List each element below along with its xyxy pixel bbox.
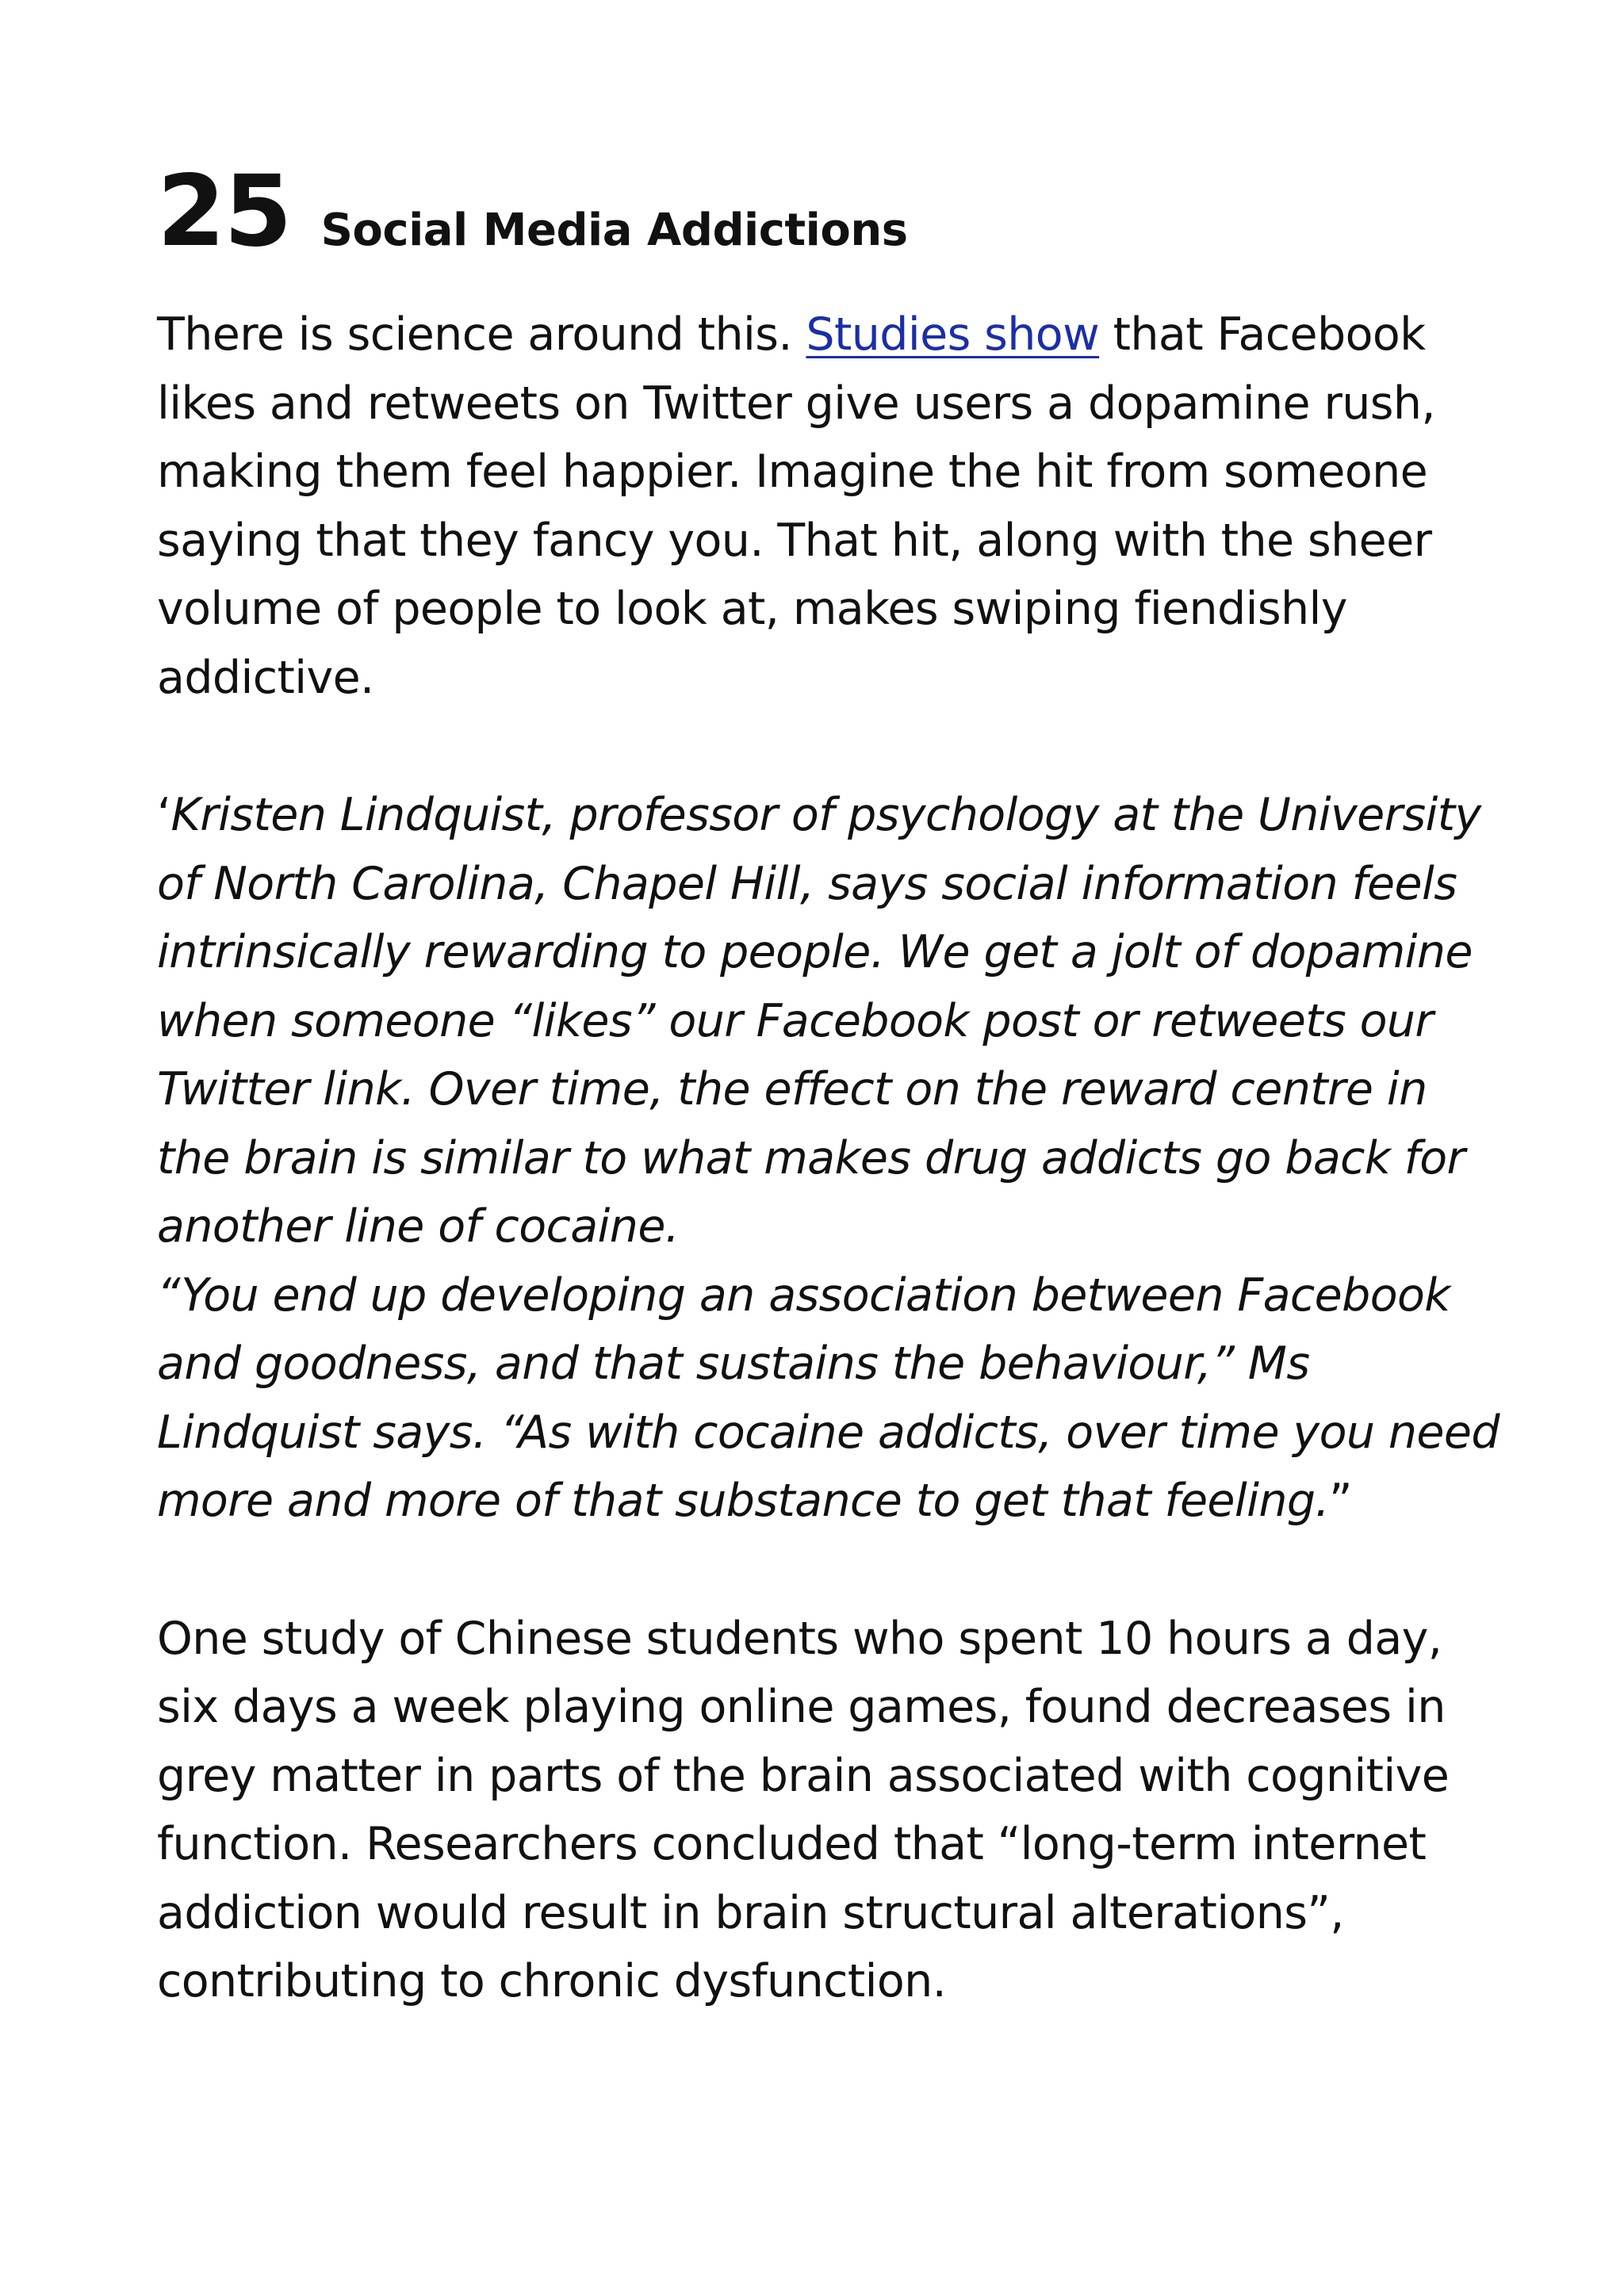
- studies-show-link[interactable]: Studies show: [806, 308, 1100, 361]
- section-title: Social Media Addictions: [320, 205, 908, 256]
- quote-part-1: [157, 781, 1505, 1261]
- document-page: [157, 155, 1505, 2016]
- quote-text-1: Kristen Lindquist, professor of psychology at the University of North Carolina, Chapel Hill, says social information feels intrinsically rewarding to people. We get a jolt of dopamine when someone “likes” our Facebook post or retweets our Twitter link. Over time, the effect on the reward centre in the brain is similar to what makes drug addicts go back for another line of cocaine.: [157, 789, 1481, 1253]
- intro-text-end: that Facebook likes and retweets on Twitter give users a dopamine rush, making them feel happier. Imagine the hit from someone saying that they fancy you. That hit, along with the sheer volume of people to look at, makes swiping fiendishly addictive.: [157, 308, 1435, 704]
- intro-text-start: There is science around this.: [157, 308, 806, 361]
- quote-part-2: [157, 1261, 1505, 1536]
- quote-block: [157, 781, 1505, 1536]
- intro-paragraph: [157, 300, 1505, 712]
- quote-text-2: “You end up developing an association between Facebook and goodness, and that sustains the behaviour,” Ms Lindquist says. “As with cocaine addicts, over time you need more and more of that substance to get that feeling.: [157, 1269, 1500, 1527]
- study-paragraph: One study of Chinese students who spent 10 hours a day, six days a week playing online games, found decreases in grey matter in parts of the brain associated with cognitive function. Researchers concluded that “long-term internet addiction would result in brain structural alterations”, contributing to chronic dysfunction.: [157, 1612, 1450, 2007]
- section-heading: [157, 155, 1505, 269]
- quote-close-mark: ”: [1329, 1475, 1352, 1527]
- section-number: 25: [157, 155, 291, 269]
- quote-open-mark: ‘: [157, 789, 171, 841]
